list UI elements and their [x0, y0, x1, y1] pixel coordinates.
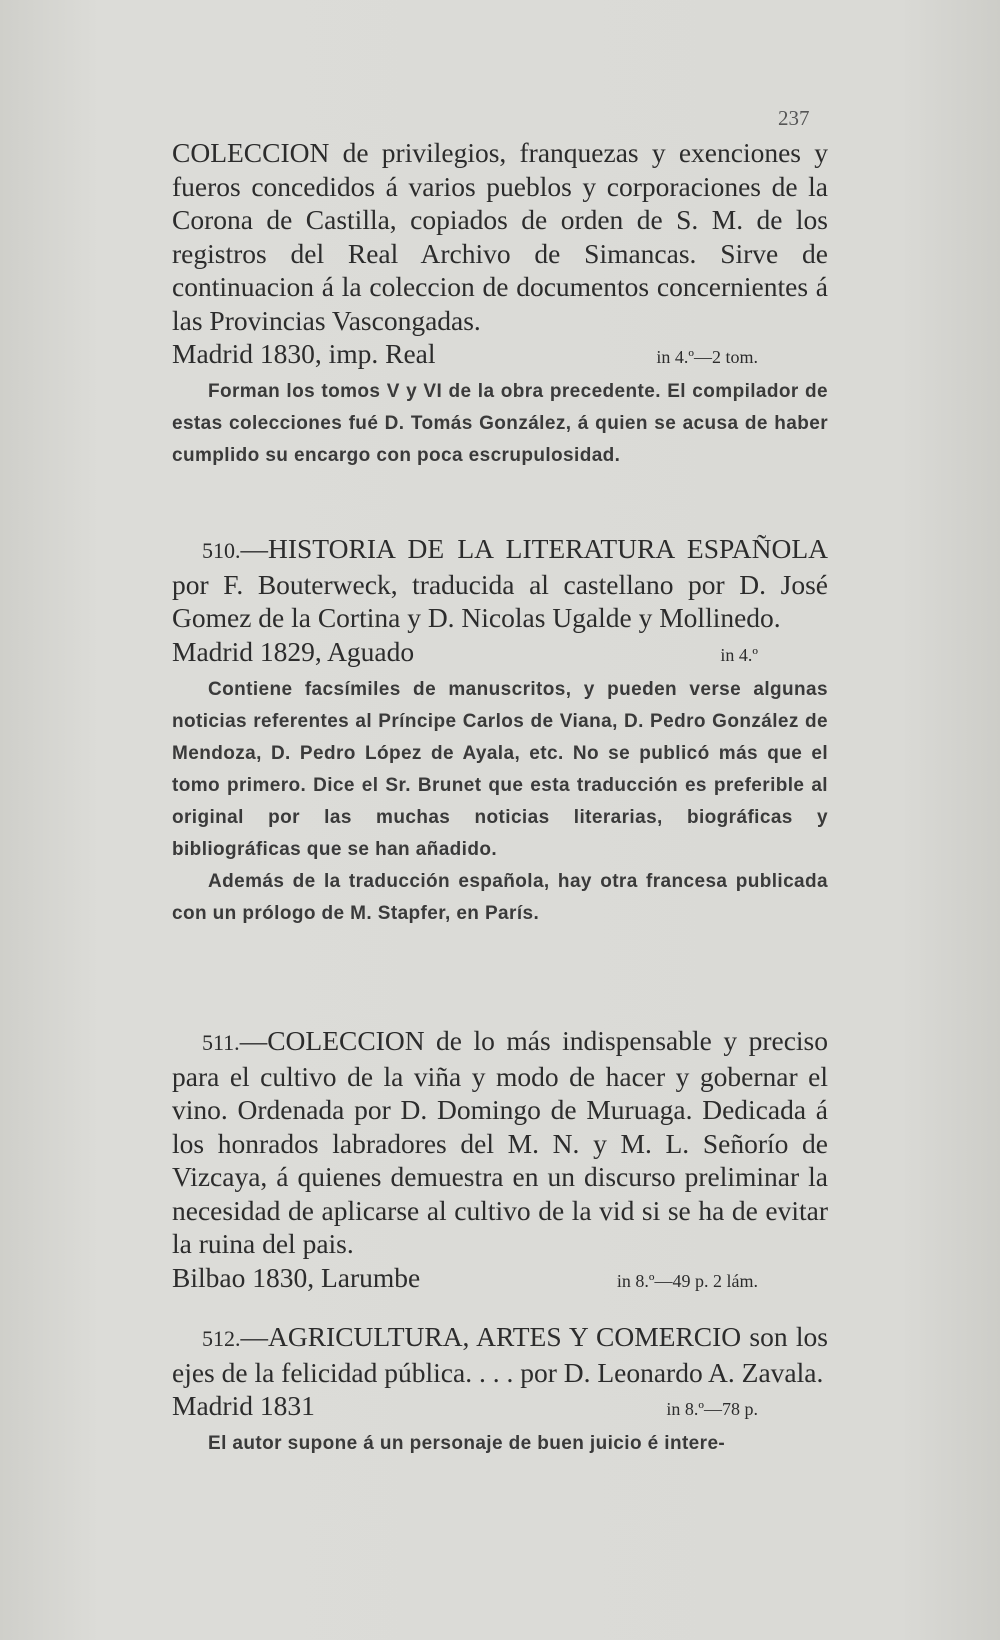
imprint-place-date: Bilbao 1830, Larumbe — [172, 1261, 421, 1293]
entry-note: Forman los tomos V y VI de la obra precedente. El compilador de estas colecciones fué D. Tomás González, á quien se acusa de haber cumplido su encargo con poca escrupulosidad. — [172, 381, 828, 466]
entry-note: Contiene facsímiles de manuscritos, y pueden verse algunas noticias referentes al Príncipe Carlos de Viana, D. Pedro González de Mendoza, D. Pedro López de Ayala, etc. No se publicó más que el tomo primero. Dice el Sr. Brunet que esta traducción es preferible al original por las muchas noticias literarias, biográficas y bibliográficas que se han añadido. — [172, 678, 828, 860]
entry-description: COLECCION de privilegios, franquezas y exenciones y fueros concedidos á varios pueblos y corporaciones de la Corona de Castilla, copiados de orden de S. M. de los registros del Real Archivo de Simancas. Sirve de continuacion á la coleccion de documentos concernientes á las Provincias Vascongadas. — [172, 137, 828, 336]
imprint-place-date: Madrid 1829, Aguado — [172, 635, 415, 667]
imprint-place-date: Madrid 1830, imp. Real — [172, 338, 436, 369]
entry-title-text: —AGRICULTURA, ARTES Y COMERCIO son los ejes de la felicidad pública. . . . por D. Leonardo A. Zavala. — [172, 1321, 828, 1388]
entry-title-text: —COLECCION de lo más indispensable y preciso para el cultivo de la viña y modo de hacer y gobernar el vino. Ordenada por D. Domingo de Muruaga. Dedicada á los honrados labradores del M. N. y M. L. Señorío de Vizcaya, á quienes demuestra en un discurso preliminar la necesidad de aplicarse al cultivo de la vid si se ha de evitar la ruina del pais. — [172, 1025, 828, 1259]
entry-imprint — [172, 1261, 828, 1298]
imprint-place-date: Madrid 1831 — [172, 1390, 315, 1421]
entry-number: 512. — [202, 1326, 241, 1351]
imprint-format: in 8.º—49 p. 2 lám. — [616, 1270, 758, 1291]
catalog-entry — [172, 1320, 828, 1460]
entry-description — [172, 1024, 828, 1261]
catalog-entry — [172, 532, 828, 930]
entry-note: El autor supone á un personaje de buen juicio é intere- — [208, 1433, 726, 1454]
entry-imprint — [172, 635, 828, 672]
entry-number: 511. — [202, 1030, 240, 1055]
catalog-entry — [172, 1024, 828, 1298]
imprint-format: in 8.º—78 p. — [666, 1399, 758, 1419]
entry-note: Además de la traducción española, hay otra francesa publicada con un prólogo de M. Stapfer, en París. — [172, 870, 828, 924]
entry-description — [172, 1320, 828, 1389]
entry-number: 510. — [202, 538, 241, 563]
entry-description — [172, 532, 828, 635]
page-number: 237 — [778, 106, 810, 130]
imprint-format: in 4.º — [720, 644, 758, 665]
imprint-format: in 4.º—2 tom. — [656, 347, 758, 367]
entry-imprint — [172, 337, 828, 374]
catalog-entry — [172, 136, 828, 472]
entry-title-text: —HISTORIA DE LA LITERATURA ESPAÑOLA por F. Bouterweck, traducida al castellano por D. José Gomez de la Cortina y D. Nicolas Ugalde y Mollinedo. — [172, 533, 828, 633]
entry-imprint — [172, 1389, 828, 1426]
